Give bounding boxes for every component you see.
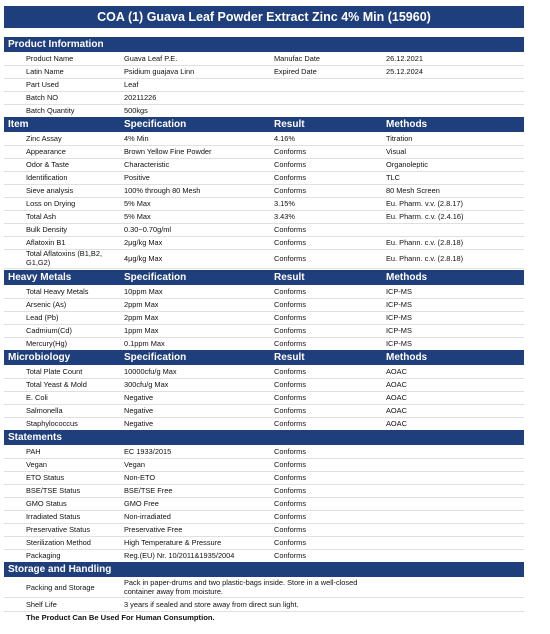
cell: Total Ash: [26, 212, 56, 221]
cell: GMO Free: [124, 499, 159, 508]
cell: Conforms: [274, 538, 307, 547]
table-row: [4, 236, 524, 250]
section-title: Statements: [8, 432, 62, 443]
cell: 10ppm Max: [124, 287, 163, 296]
cell: High Temperature & Pressure: [124, 538, 222, 547]
cell: Mercury(Hg): [26, 339, 68, 348]
section-title: Product Information: [8, 39, 104, 50]
cell: Total Aflatoxins (B1,B2, G1,G2): [26, 249, 102, 267]
storage-value: 3 years if sealed and store away from direct sun light.: [124, 600, 299, 609]
footer-note: The Product Can Be Used For Human Consumption.: [26, 613, 215, 622]
cell: E. Coli: [26, 393, 48, 402]
table-row: [4, 249, 524, 269]
table-row: [4, 311, 524, 325]
cell: Total Yeast & Mold: [26, 380, 87, 389]
cell: 3.43%: [274, 212, 295, 221]
cell: EC 1933/2015: [124, 447, 172, 456]
info-value: 500kgs: [124, 106, 148, 115]
info-label: Manufac Date: [274, 54, 321, 63]
cell: Eu. Pharm. v.v. (2.8.17): [386, 199, 463, 208]
cell: Conforms: [274, 525, 307, 534]
cell: TLC: [386, 173, 400, 182]
cell: 80 Mesh Screen: [386, 186, 440, 195]
cell: ICP-MS: [386, 313, 412, 322]
cell: 4% Min: [124, 134, 149, 143]
cell: Bulk Density: [26, 225, 68, 234]
cell: Conforms: [274, 300, 307, 309]
cell: BSE/TSE Status: [26, 486, 81, 495]
cell: Conforms: [274, 313, 307, 322]
cell: Conforms: [274, 460, 307, 469]
cell: Salmonella: [26, 406, 63, 415]
cell: BSE/TSE Free: [124, 486, 173, 495]
cell: 100% through 80 Mesh: [124, 186, 201, 195]
cell: Aflatoxin B1: [26, 238, 66, 247]
cell: Appearance: [26, 147, 66, 156]
info-label: Batch Quantity: [26, 106, 75, 115]
cell: Positive: [124, 173, 150, 182]
storage-row: [4, 578, 524, 598]
cell: Conforms: [274, 238, 307, 247]
table-row: [4, 510, 524, 524]
cell: Conforms: [274, 551, 307, 560]
cell: Conforms: [274, 160, 307, 169]
table-row: [4, 337, 524, 351]
cell: AOAC: [386, 367, 407, 376]
column-header: Specification: [124, 119, 187, 130]
column-header: Microbiology: [8, 352, 71, 363]
table-row: [4, 378, 524, 392]
column-header: Methods: [386, 352, 428, 363]
cell: ETO Status: [26, 473, 65, 482]
cell: Reg.(EU) Nr. 10/2011&1935/2004: [124, 551, 235, 560]
cell: 2ppm Max: [124, 300, 159, 309]
cell: AOAC: [386, 406, 407, 415]
cell: Eu. Phann. c.v. (2.8.18): [386, 254, 464, 263]
table-row: [4, 471, 524, 485]
cell: Eu. Pharm. c.v. (2.4.16): [386, 212, 464, 221]
cell: Conforms: [274, 287, 307, 296]
info-row: [4, 65, 524, 79]
column-header: Methods: [386, 119, 428, 130]
cell: Loss on Drying: [26, 199, 76, 208]
table-row: [4, 391, 524, 405]
cell: Vegan: [26, 460, 47, 469]
cell: ICP-MS: [386, 326, 412, 335]
cell: PAH: [26, 447, 41, 456]
cell: Eu. Phann. c.v. (2.8.18): [386, 238, 464, 247]
column-header: Result: [274, 352, 305, 363]
section-header-statements: [4, 430, 524, 445]
cell: Conforms: [274, 393, 307, 402]
cell: 5% Max: [124, 212, 151, 221]
cell: Conforms: [274, 380, 307, 389]
cell: 5% Max: [124, 199, 151, 208]
cell: Titration: [386, 134, 413, 143]
cell: 0.30~0.70g/ml: [124, 225, 172, 234]
cell: AOAC: [386, 393, 407, 402]
column-header: Specification: [124, 272, 187, 283]
cell: Conforms: [274, 225, 307, 234]
info-label: Batch NO: [26, 93, 59, 102]
cell: Conforms: [274, 326, 307, 335]
cell: Non-irradiated: [124, 512, 171, 521]
info-row: [4, 104, 524, 118]
cell: Arsenic (As): [26, 300, 67, 309]
cell: 4.16%: [274, 134, 295, 143]
cell: Odor & Taste: [26, 160, 69, 169]
table-row: [4, 210, 524, 224]
table-row: [4, 549, 524, 563]
cell: Sterilization Method: [26, 538, 91, 547]
table-row: [4, 458, 524, 472]
cell: Organoleptic: [386, 160, 428, 169]
cell: Conforms: [274, 406, 307, 415]
cell: 2μg/kg Max: [124, 238, 163, 247]
info-label: Latin Name: [26, 67, 64, 76]
cell: Staphylococcus: [26, 419, 78, 428]
cell: 3.15%: [274, 199, 295, 208]
cell: Negative: [124, 406, 154, 415]
section-header-item: [4, 117, 524, 132]
cell: Conforms: [274, 367, 307, 376]
cell: Conforms: [274, 254, 307, 263]
column-header: Heavy Metals: [8, 272, 72, 283]
table-row: [4, 404, 524, 418]
cell: 2ppm Max: [124, 313, 159, 322]
cell: Lead (Pb): [26, 313, 59, 322]
info-value: Guava Leaf P.E.: [124, 54, 178, 63]
cell: 300cfu/g Max: [124, 380, 169, 389]
cell: Zinc Assay: [26, 134, 62, 143]
info-value: Psidium guajava Linn: [124, 67, 195, 76]
storage-row: [4, 598, 524, 612]
cell: Conforms: [274, 339, 307, 348]
table-row: [4, 298, 524, 312]
cell: Irradiated Status: [26, 512, 81, 521]
info-row: [4, 91, 524, 105]
cell: ICP-MS: [386, 287, 412, 296]
table-row: [4, 184, 524, 198]
cell: 4μg/kg Max: [124, 254, 163, 263]
table-row: [4, 365, 524, 379]
table-row: [4, 417, 524, 431]
table-row: [4, 171, 524, 185]
table-row: [4, 145, 524, 159]
cell: Preservative Status: [26, 525, 91, 534]
info-row: [4, 52, 524, 66]
cell: Cadmium(Cd): [26, 326, 72, 335]
column-header: Specification: [124, 352, 187, 363]
cell: Visual: [386, 147, 406, 156]
info-value: 25.12.2024: [386, 67, 423, 76]
cell: Sieve analysis: [26, 186, 74, 195]
info-label: Part Used: [26, 80, 59, 89]
section-title: Storage and Handling: [8, 564, 112, 575]
table-row: [4, 223, 524, 237]
section-header-microbiology: [4, 350, 524, 365]
cell: 10000cfu/g Max: [124, 367, 177, 376]
document-title: COA (1) Guava Leaf Powder Extract Zinc 4% Min (15960): [4, 6, 524, 28]
table-row: [4, 158, 524, 172]
column-header: Item: [8, 119, 29, 130]
cell: Packaging: [26, 551, 61, 560]
column-header: Methods: [386, 272, 428, 283]
cell: ICP-MS: [386, 339, 412, 348]
cell: Conforms: [274, 186, 307, 195]
column-header: Result: [274, 119, 305, 130]
column-header: Result: [274, 272, 305, 283]
cell: Negative: [124, 393, 154, 402]
cell: Characteristic: [124, 160, 170, 169]
info-value: 26.12.2021: [386, 54, 423, 63]
storage-label: Shelf Life: [26, 600, 57, 609]
section-header-product-information: [4, 37, 524, 52]
storage-value: Pack in paper-drums and two plastic-bags inside. Store in a well-closed container away from moisture.: [124, 578, 358, 596]
cell: Vegan: [124, 460, 145, 469]
cell: AOAC: [386, 419, 407, 428]
cell: Conforms: [274, 147, 307, 156]
info-value: Leaf: [124, 80, 139, 89]
table-row: [4, 523, 524, 537]
info-label: Expired Date: [274, 67, 317, 76]
cell: Conforms: [274, 512, 307, 521]
cell: Non-ETO: [124, 473, 156, 482]
cell: Conforms: [274, 473, 307, 482]
section-header-storage: [4, 562, 524, 577]
table-row: [4, 497, 524, 511]
cell: 1ppm Max: [124, 326, 159, 335]
cell: Conforms: [274, 486, 307, 495]
info-label: Product Name: [26, 54, 74, 63]
cell: Brown Yellow Fine Powder: [124, 147, 212, 156]
storage-label: Packing and Storage: [26, 583, 95, 592]
table-row: [4, 285, 524, 299]
cell: 0.1ppm Max: [124, 339, 165, 348]
section-header-heavy-metals: [4, 270, 524, 285]
table-row: [4, 445, 524, 459]
info-row: [4, 78, 524, 92]
table-row: [4, 536, 524, 550]
table-row: [4, 132, 524, 146]
cell: Preservative Free: [124, 525, 183, 534]
info-value: 20211226: [124, 93, 157, 102]
cell: Identification: [26, 173, 68, 182]
cell: Conforms: [274, 173, 307, 182]
table-row: [4, 484, 524, 498]
cell: AOAC: [386, 380, 407, 389]
cell: Conforms: [274, 499, 307, 508]
table-row: [4, 324, 524, 338]
cell: ICP-MS: [386, 300, 412, 309]
cell: Negative: [124, 419, 154, 428]
table-row: [4, 197, 524, 211]
cell: GMO Status: [26, 499, 67, 508]
cell: Conforms: [274, 447, 307, 456]
cell: Total Heavy Metals: [26, 287, 89, 296]
cell: Conforms: [274, 419, 307, 428]
cell: Total Plate Count: [26, 367, 83, 376]
